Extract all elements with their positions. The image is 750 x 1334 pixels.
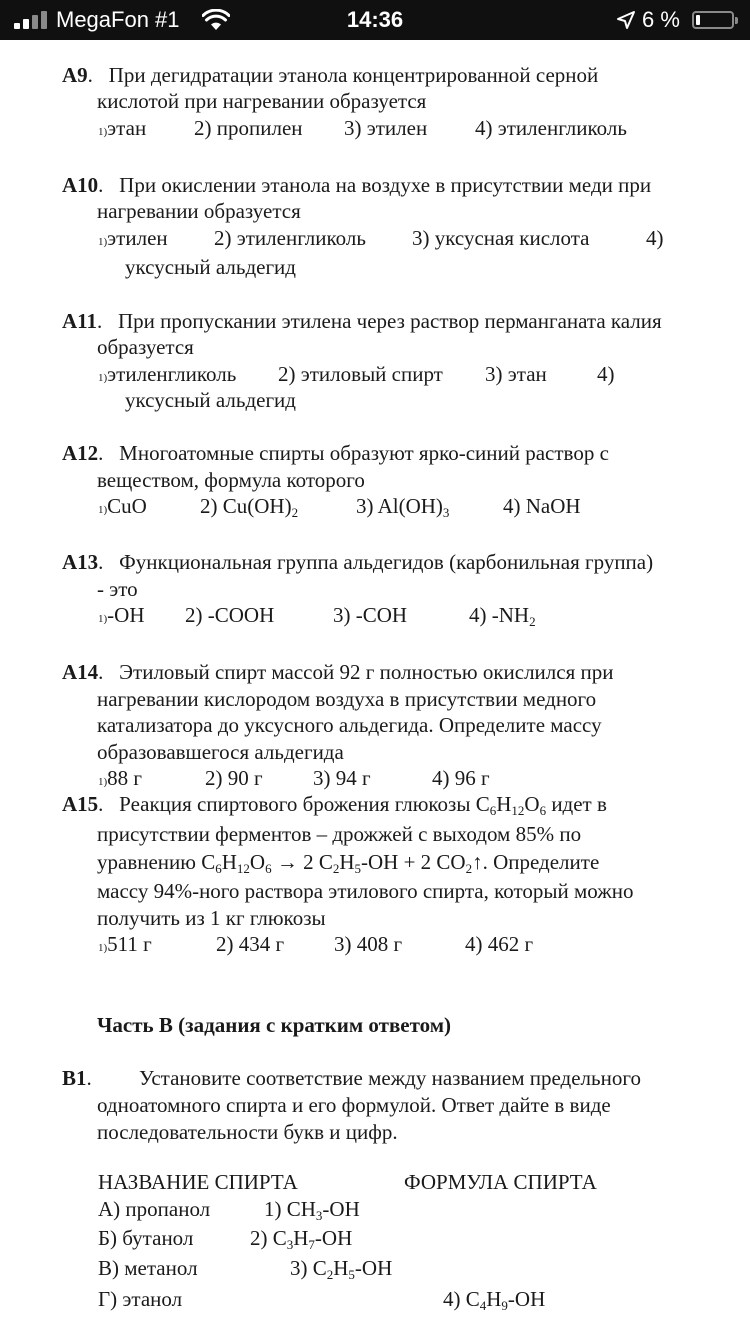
- match-left-b: Б) бутанол: [98, 1226, 194, 1250]
- question-a11: A11. При пропускании этилена через раствор перманганата калия: [62, 309, 662, 333]
- match-left-a: А) пропанол: [98, 1197, 211, 1221]
- option-4: 4): [597, 362, 615, 386]
- option-3: 3) этилен: [344, 116, 428, 140]
- question-id: A11: [62, 309, 98, 333]
- option-1: 1)-OH: [98, 603, 145, 627]
- match-left-c: В) метанол: [98, 1256, 198, 1280]
- option-4-text: уксусный альдегид: [125, 255, 296, 279]
- option-1: 1)этан: [98, 116, 147, 140]
- option-2: 2) $Cu(OH)_2$: [200, 494, 299, 520]
- option-2: 2) 90 г: [205, 766, 263, 790]
- question-id: B1: [62, 1066, 87, 1090]
- question-id: A12: [62, 441, 99, 465]
- question-b1: B1. Установите соответствие между названием предельного: [62, 1066, 641, 1090]
- question-id: A13: [62, 550, 99, 574]
- option-1: 1)511 г: [98, 932, 152, 956]
- match-left-d: Г) этанол: [98, 1287, 183, 1311]
- section-title: Часть В (задания с кратким ответом): [97, 1013, 452, 1037]
- question-text: - это: [97, 577, 138, 601]
- question-text: образовавшегося альдегида: [97, 740, 344, 764]
- question-a12: A12. Многоатомные спирты образуют ярко-синий раствор с: [62, 441, 609, 465]
- question-text: Установите соответствие между названием предельного: [139, 1066, 641, 1090]
- option-2: 2) пропилен: [194, 116, 303, 140]
- question-a15: A15. Реакция спиртового брожения глюкозы $C_6H_{12}O_6$ идет в: [62, 792, 607, 818]
- option-4-text: уксусный альдегид: [125, 388, 296, 412]
- option-3: 3) уксусная кислота: [412, 226, 590, 250]
- option-2: 2) -COOH: [185, 603, 275, 627]
- question-text: массу 94%-ного раствора этилового спирта, который можно: [97, 879, 634, 903]
- match-right-4: 4) $C_4H_9-OH$: [443, 1287, 546, 1313]
- location-arrow-icon: [616, 10, 636, 30]
- option-4: 4) 96 г: [432, 766, 490, 790]
- question-a10: A10. При окислении этанола на воздухе в присутствии меди при: [62, 173, 652, 197]
- question-text: одноатомного спирта и его формулой. Ответ дайте в виде: [97, 1093, 611, 1117]
- option-1: 1)этилен: [98, 226, 168, 250]
- question-text: получить из 1 кг глюкозы: [97, 906, 326, 930]
- question-a14: A14. Этиловый спирт массой 92 г полностью окислился при: [62, 660, 614, 684]
- option-4: 4) 462 г: [465, 932, 534, 956]
- match-right-1: 1) $CH_3-OH$: [264, 1197, 360, 1223]
- question-id: A10: [62, 173, 99, 197]
- option-3: 3) -COH: [333, 603, 408, 627]
- question-a9: A9. При дегидратации этанола концентрированной серной: [62, 63, 599, 87]
- question-text: катализатора до уксусного альдегида. Определите массу: [97, 713, 602, 737]
- question-text: образуется: [97, 335, 194, 359]
- option-3: 3) этан: [485, 362, 547, 386]
- question-text: Реакция спиртового брожения глюкозы $C_6H_{12}O_6$ идет в: [119, 792, 607, 818]
- question-text: При окислении этанола на воздухе в присутствии меди при: [119, 173, 652, 197]
- question-text: Этиловый спирт массой 92 г полностью окислился при: [119, 660, 614, 684]
- question-text: нагревании кислородом воздуха в присутствии медного: [97, 687, 597, 711]
- question-text: Функциональная группа альдегидов (карбонильная группа): [119, 550, 654, 574]
- battery-icon: [692, 11, 734, 29]
- option-4: 4) $-NH_2$: [469, 603, 536, 629]
- match-right-2: 2) $C_3H_7-OH$: [250, 1226, 353, 1252]
- question-text: веществом, формула которого: [97, 468, 365, 492]
- option-1: 1)88 г: [98, 766, 143, 790]
- option-1: 1)этиленгликоль: [98, 362, 237, 386]
- question-id: A9: [62, 63, 88, 87]
- option-2: 2) 434 г: [216, 932, 285, 956]
- clock: 14:36: [346, 7, 404, 32]
- match-right-3: 3) $C_2H_5-OH$: [290, 1256, 393, 1282]
- column-header-formula: ФОРМУЛА СПИРТА: [404, 1170, 597, 1194]
- question-text: нагревании образуется: [97, 199, 301, 223]
- question-text: Многоатомные спирты образуют ярко-синий раствор с: [119, 441, 609, 465]
- question-text: При дегидратации этанола концентрированной серной: [108, 63, 599, 87]
- option-4: 4): [646, 226, 664, 250]
- status-bar: [0, 0, 750, 40]
- question-id: A14: [62, 660, 99, 684]
- column-header-name: НАЗВАНИЕ СПИРТА: [98, 1170, 298, 1194]
- question-text: последовательности букв и цифр.: [97, 1120, 398, 1144]
- carrier-name: MegaFon #1: [56, 7, 180, 32]
- question-text: присутствии ферментов – дрожжей с выходом 85% по: [97, 822, 582, 846]
- option-3: 3) 408 г: [334, 932, 403, 956]
- option-2: 2) этиленгликоль: [214, 226, 366, 250]
- reaction-equation: уравнению $C_6H_{12}O_6 \to 2$ $C_2H_5-OH + 2$ $CO_2↑$. Определите: [97, 850, 600, 876]
- option-4: 4) NaOH: [503, 494, 581, 518]
- option-2: 2) этиловый спирт: [278, 362, 443, 386]
- question-text: кислотой при нагревании образуется: [97, 89, 427, 113]
- option-4: 4) этиленгликоль: [475, 116, 627, 140]
- option-3: 3) 94 г: [313, 766, 371, 790]
- option-3: 3) $Al(OH)_3$: [356, 494, 450, 520]
- question-text: При пропускании этилена через раствор перманганата калия: [118, 309, 662, 333]
- option-1: 1)CuO: [98, 494, 147, 518]
- question-a13: A13. Функциональная группа альдегидов (карбонильная группа): [62, 550, 654, 574]
- battery-percentage: 6 %: [642, 7, 680, 32]
- question-id: A15: [62, 792, 99, 816]
